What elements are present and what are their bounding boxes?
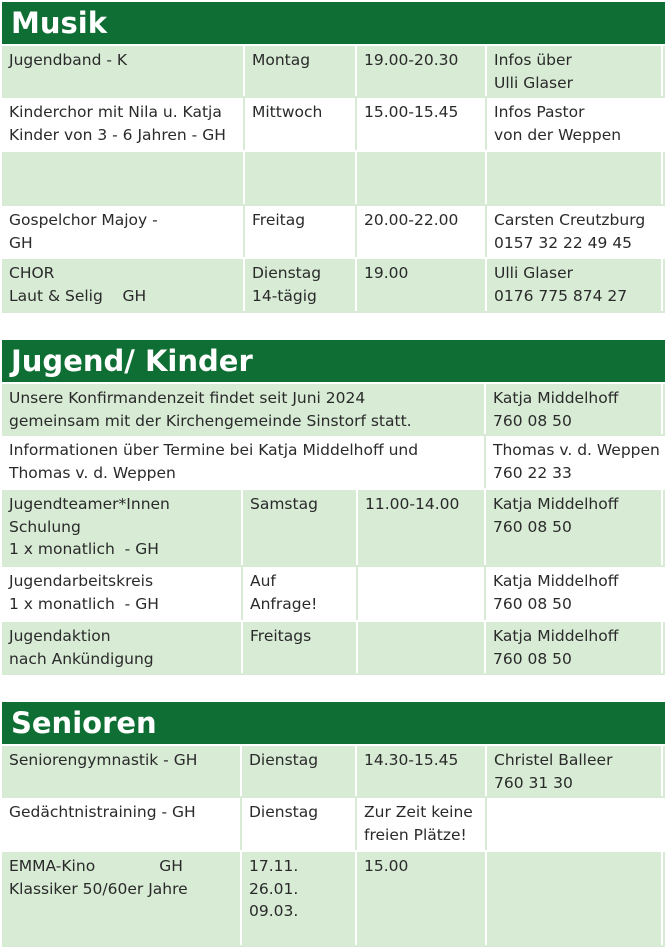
cell-text: Thomas v. d. Weppen (9, 463, 176, 482)
cell-text: gemeinsam mit der Kirchengemeinde Sinstorf statt. (9, 411, 412, 430)
cell-text: Freitags (250, 627, 312, 645)
cell-contact (487, 206, 663, 257)
cell-text: 15.00-15.45 (364, 103, 459, 121)
cell-time (357, 152, 487, 204)
cell-contact (486, 436, 663, 488)
cell-day (245, 206, 357, 257)
cell-text: 760 08 50 (493, 649, 572, 668)
cell-name (2, 567, 243, 620)
cell-contact (487, 152, 663, 204)
cell-name (2, 46, 245, 96)
cell-name (2, 852, 242, 945)
cell-text: Dienstag (249, 751, 319, 769)
table-row (2, 150, 665, 204)
cell-text: Jugendteamer*Innen (9, 495, 170, 513)
section-senioren (2, 702, 665, 947)
cell-text: Thomas v. d. Weppen (493, 441, 660, 459)
cell-contact (486, 384, 663, 434)
cell-text: 760 08 50 (493, 411, 572, 430)
cell-name (2, 746, 242, 796)
cell-text: Katja Middelhoff (493, 627, 619, 645)
cell-text: Christel Balleer (494, 751, 613, 769)
cell-day (245, 152, 357, 204)
cell-text: Mittwoch (252, 103, 323, 121)
cell-day (245, 98, 357, 150)
cell-info (2, 384, 486, 434)
cell-text: 1 x monatlich - GH (9, 594, 159, 613)
cell-text: Anfrage! (250, 594, 318, 613)
cell-text: freien Plätze! (364, 825, 467, 844)
cell-text: Kinder von 3 - 6 Jahren - GH (9, 125, 226, 144)
cell-text: 760 31 30 (494, 773, 573, 792)
cell-contact (486, 622, 663, 673)
cell-text: Gospelchor Majoy - (9, 211, 158, 229)
jugend-table (2, 382, 665, 675)
cell-text: 1 x monatlich - GH (9, 540, 159, 558)
table-row (2, 382, 665, 434)
cell-contact (487, 746, 663, 796)
cell-text: Jugendaktion (9, 627, 111, 645)
cell-name (2, 152, 245, 204)
section-title: Musik (2, 2, 665, 44)
cell-text: Auf (250, 572, 276, 590)
cell-day (245, 46, 357, 96)
cell-time (357, 798, 487, 850)
table-row (2, 488, 665, 565)
cell-text: 20.00-22.00 (364, 211, 459, 229)
cell-time (358, 490, 486, 565)
cell-text: Katja Middelhoff (493, 389, 619, 407)
table-row (2, 44, 665, 96)
cell-text: 17.11. (249, 857, 299, 875)
cell-day (245, 259, 357, 311)
cell-contact (487, 46, 663, 96)
cell-text: 760 08 50 (493, 517, 572, 536)
cell-day (243, 490, 358, 565)
cell-name (2, 259, 245, 311)
table-row (2, 257, 665, 313)
section-musik (2, 2, 665, 313)
section-jugend-kinder (2, 340, 665, 675)
cell-text: 14-tägig (252, 286, 317, 305)
cell-text: Informationen über Termine bei Katja Middelhoff und (9, 441, 419, 459)
cell-text: 760 08 50 (493, 594, 572, 613)
cell-text: 0176 775 874 27 (494, 286, 628, 305)
cell-text: 15.00 (364, 857, 409, 875)
cell-day (242, 852, 357, 945)
cell-text: Ulli Glaser (494, 264, 573, 282)
table-row (2, 796, 665, 850)
cell-text: Freitag (252, 211, 306, 229)
cell-time (357, 46, 487, 96)
cell-text: von der Weppen (494, 125, 622, 144)
cell-text: 09.03. (249, 902, 299, 920)
cell-contact (487, 852, 663, 945)
cell-text: 0157 32 22 49 45 (494, 233, 633, 252)
cell-text: Jugendband - K (9, 51, 128, 69)
cell-text: Klassiker 50/60er Jahre (9, 879, 188, 898)
cell-text: 26.01. (249, 879, 299, 898)
cell-text: Katja Middelhoff (493, 572, 619, 590)
cell-text: Laut & Selig GH (9, 286, 147, 305)
cell-text: 19.00 (364, 264, 409, 282)
cell-name (2, 622, 243, 673)
cell-contact (486, 567, 663, 620)
cell-contact (487, 259, 663, 311)
cell-contact (487, 798, 663, 850)
cell-text: Unsere Konfirmandenzeit findet seit Juni 2024 (9, 389, 366, 407)
cell-name (2, 206, 245, 257)
table-row (2, 620, 665, 675)
table-row (2, 850, 665, 947)
cell-name (2, 490, 243, 565)
cell-time (357, 852, 487, 945)
table-row (2, 96, 665, 150)
cell-day (243, 567, 358, 620)
table-row (2, 204, 665, 257)
cell-text: Samstag (250, 495, 318, 513)
cell-contact (487, 98, 663, 150)
cell-text: CHOR (9, 264, 55, 282)
cell-time (358, 622, 486, 673)
cell-text: 11.00-14.00 (365, 495, 460, 513)
cell-contact (486, 490, 663, 565)
cell-info (2, 436, 486, 488)
cell-name (2, 798, 242, 850)
cell-text: nach Ankündigung (9, 649, 154, 668)
cell-text: 760 22 33 (493, 463, 572, 482)
cell-day (242, 798, 357, 850)
table-row (2, 565, 665, 620)
cell-text: Montag (252, 51, 311, 69)
cell-text: EMMA-Kino GH (9, 857, 183, 875)
cell-time (357, 206, 487, 257)
cell-name (2, 98, 245, 150)
cell-text: Infos Pastor (494, 103, 585, 121)
cell-text: Carsten Creutzburg (494, 211, 646, 229)
cell-text: 14.30-15.45 (364, 751, 459, 769)
cell-day (242, 746, 357, 796)
cell-text: 19.00-20.30 (364, 51, 459, 69)
cell-text: Dienstag (249, 803, 319, 821)
cell-time (357, 98, 487, 150)
cell-text: Katja Middelhoff (493, 495, 619, 513)
cell-text: Gedächtnistraining - GH (9, 803, 196, 821)
cell-text: Ulli Glaser (494, 73, 573, 92)
cell-text: Schulung (9, 517, 81, 536)
cell-time (357, 746, 487, 796)
cell-text: Kinderchor mit Nila u. Katja (9, 103, 222, 121)
section-title: Senioren (2, 702, 665, 744)
cell-text: Seniorengymnastik - GH (9, 751, 198, 769)
cell-time (357, 259, 487, 311)
cell-text: Infos über (494, 51, 572, 69)
senioren-table (2, 744, 665, 947)
table-row (2, 434, 665, 488)
table-row (2, 744, 665, 796)
cell-text: Dienstag (252, 264, 322, 282)
cell-time (358, 567, 486, 620)
cell-day (243, 622, 358, 673)
cell-text: Jugendarbeitskreis (9, 572, 154, 590)
musik-table (2, 44, 665, 313)
cell-text: GH (9, 233, 33, 252)
section-title: Jugend/ Kinder (2, 340, 665, 382)
cell-text: Zur Zeit keine (364, 803, 473, 821)
